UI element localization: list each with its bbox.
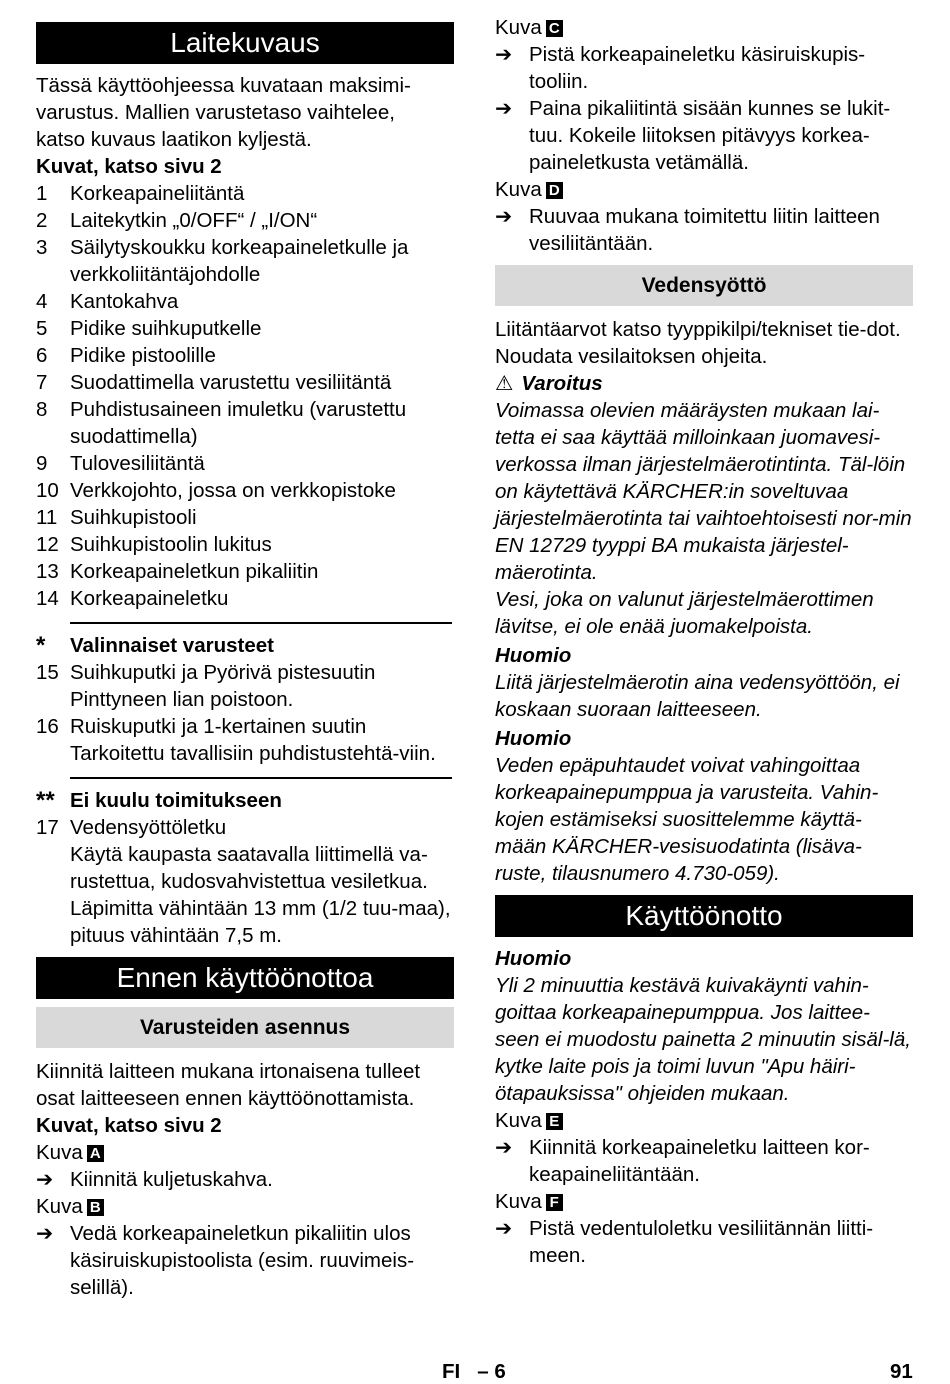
warning-triangle-icon: ⚠ bbox=[495, 372, 514, 395]
item-number: 17 bbox=[36, 816, 59, 839]
section-title-kayttoonotto: Käyttöönotto bbox=[495, 895, 913, 937]
list-item bbox=[36, 396, 454, 450]
list-item bbox=[36, 207, 454, 234]
item-text: Säilytyskoukku korkeapaineletkulle ja verkkoliitäntäjohdolle bbox=[70, 236, 409, 286]
item-description: Käytä kaupasta saatavalla liittimellä va-rustettua, kudosvahvistettua vesiletkua. Läpimitta vähintään 13 mm (1/2 tuu-maa), pituus vähintään 7,5 m. bbox=[70, 843, 451, 947]
warning-label: Varoitus bbox=[521, 372, 603, 395]
item-number: 13 bbox=[36, 560, 59, 583]
optional-accessories-label: Valinnaiset varusteet bbox=[70, 634, 274, 657]
right-column bbox=[495, 14, 913, 1269]
item-number: 7 bbox=[36, 371, 48, 394]
left-column bbox=[36, 14, 454, 1301]
item-number: 15 bbox=[36, 661, 59, 684]
item-title: Ruiskuputki ja 1-kertainen suutin bbox=[70, 715, 367, 738]
item-text: Kantokahva bbox=[70, 290, 179, 313]
intro-line-2: varustus. Mallien varustetaso vaihtelee, bbox=[36, 101, 395, 124]
not-included-heading bbox=[36, 787, 454, 814]
item-title: Vedensyöttöletku bbox=[70, 816, 227, 839]
item-text: Puhdistusaineen imuletku (varustettu suodattimella) bbox=[70, 398, 407, 448]
figure-label-f bbox=[495, 1188, 913, 1215]
footer-page-number: 91 bbox=[890, 1360, 913, 1383]
supply-text-2: Noudata vesilaitoksen ohjeita. bbox=[495, 345, 768, 368]
list-item bbox=[36, 558, 454, 585]
step-item bbox=[495, 41, 913, 95]
arrow-right-icon: ➔ bbox=[495, 1217, 513, 1240]
figure-letter-a: A bbox=[87, 1145, 104, 1162]
double-star-icon: ** bbox=[36, 787, 55, 814]
item-text: Suihkupistooli bbox=[70, 506, 197, 529]
arrow-right-icon: ➔ bbox=[495, 97, 513, 120]
figure-word: Kuva bbox=[495, 16, 542, 39]
warning-text: Voimassa olevien määräysten mukaan lai-tetta ei saa käyttää milloinkaan juomavesi-verkossa ilman järjestelmäerotintinta. Täl-löin on käytettävä KÄRCHER:in soveltuvaa järjestelmäerotinta tai vaihtoehtoisesti nor-min EN 12729 tyyppi BA mukaista järjestel-mäerotinta. bbox=[495, 399, 912, 584]
intro-line-3: katso kuvaus laatikon kyljestä. bbox=[36, 128, 312, 151]
list-item bbox=[36, 450, 454, 477]
optional-accessories-heading bbox=[36, 632, 454, 659]
item-text: Tulovesiliitäntä bbox=[70, 452, 205, 475]
not-included-label: Ei kuulu toimitukseen bbox=[70, 789, 282, 812]
list-item bbox=[36, 814, 454, 949]
item-text: Verkkojohto, jossa on verkkopistoke bbox=[70, 479, 396, 502]
item-number: 5 bbox=[36, 317, 48, 340]
arrow-right-icon: ➔ bbox=[36, 1168, 54, 1191]
step-text: Pistä vedentuloletku vesiliitännän liitti-meen. bbox=[529, 1217, 874, 1267]
item-text: Korkeapaineliitäntä bbox=[70, 182, 245, 205]
item-text: Korkeapaineletku bbox=[70, 587, 229, 610]
item-text: Pidike suihkuputkelle bbox=[70, 317, 262, 340]
note-text-1: Liitä järjestelmäerotin aina vedensyöttöön, ei koskaan suoraan laitteeseen. bbox=[495, 671, 900, 721]
step-text: Paina pikaliitintä sisään kunnes se lukit-tuu. Kokeile liitoksen pitävyys korkea-paineletkusta vetämällä. bbox=[529, 97, 891, 174]
figure-label-a bbox=[36, 1139, 454, 1166]
list-item bbox=[36, 659, 454, 713]
item-title: Suihkuputki ja Pyörivä pistesuutin bbox=[70, 661, 376, 684]
list-item bbox=[36, 713, 454, 767]
item-text: Suodattimella varustettu vesiliitäntä bbox=[70, 371, 392, 394]
list-item bbox=[36, 288, 454, 315]
step-item bbox=[495, 203, 913, 257]
pictures-reference-2: Kuvat, katso sivu 2 bbox=[36, 1114, 222, 1137]
item-number: 4 bbox=[36, 290, 48, 313]
section-title-laitekuvaus: Laitekuvaus bbox=[36, 22, 454, 64]
item-number: 12 bbox=[36, 533, 59, 556]
supply-text: Liitäntäarvot katso tyyppikilpi/tekniset tie-dot. bbox=[495, 318, 901, 341]
item-number: 1 bbox=[36, 182, 48, 205]
item-number: 9 bbox=[36, 452, 48, 475]
parts-list bbox=[36, 180, 454, 612]
figure-word: Kuva bbox=[36, 1195, 83, 1218]
figure-letter-e: E bbox=[546, 1113, 563, 1130]
note-heading-3: Huomio bbox=[495, 947, 572, 970]
list-item bbox=[36, 342, 454, 369]
section-title-ennen-kayttoonottoa: Ennen käyttöönottoa bbox=[36, 957, 454, 999]
step-item bbox=[495, 1215, 913, 1269]
divider bbox=[70, 767, 452, 779]
figure-word: Kuva bbox=[495, 1109, 542, 1132]
figure-word: Kuva bbox=[36, 1141, 83, 1164]
arrow-right-icon: ➔ bbox=[36, 1222, 54, 1245]
item-description: Pinttyneen lian poistoon. bbox=[70, 688, 294, 711]
note-text-2: Veden epäpuhtaudet voivat vahingoittaa korkeapainepumppua ja varusteita. Vahin-kojen estämiseksi suosittelemme käyttä-mään KÄRCHER-vesisuodatinta (lisäva-ruste, tilausnumero 4.730-059). bbox=[495, 754, 879, 885]
figure-word: Kuva bbox=[495, 178, 542, 201]
note-text-3: Yli 2 minuuttia kestävä kuivakäynti vahin-goittaa korkeapainepumppua. Jos laittee-seen ei muodostu painetta 2 minuutin sisäl-lä, kytke laite pois ja toimi luvun "Apu häiri-ötapauksissa" ohjeiden mukaan. bbox=[495, 974, 911, 1105]
item-text bbox=[70, 713, 454, 767]
list-item bbox=[36, 477, 454, 504]
list-item bbox=[36, 315, 454, 342]
figure-label-e bbox=[495, 1107, 913, 1134]
item-number: 10 bbox=[36, 479, 59, 502]
list-item bbox=[36, 180, 454, 207]
item-number: 2 bbox=[36, 209, 48, 232]
arrow-right-icon: ➔ bbox=[495, 43, 513, 66]
item-number: 3 bbox=[36, 236, 48, 259]
step-text: Vedä korkeapaineletkun pikaliitin ulos käsiruiskupistoolista (esim. ruuvimeis-selillä). bbox=[70, 1222, 415, 1299]
pictures-reference: Kuvat, katso sivu 2 bbox=[36, 155, 222, 178]
figure-label-d bbox=[495, 176, 913, 203]
step-item bbox=[36, 1220, 454, 1301]
step-text: Kiinnitä kuljetuskahva. bbox=[70, 1168, 273, 1191]
note-heading-2: Huomio bbox=[495, 727, 572, 750]
list-item bbox=[36, 504, 454, 531]
item-description: Tarkoitettu tavallisiin puhdistustehtä-viin. bbox=[70, 742, 436, 765]
figure-letter-b: B bbox=[87, 1199, 104, 1216]
item-number: 14 bbox=[36, 587, 59, 610]
list-item bbox=[36, 531, 454, 558]
figure-label-c bbox=[495, 14, 913, 41]
warning-heading bbox=[495, 370, 913, 397]
note-heading-1: Huomio bbox=[495, 644, 572, 667]
item-number: 6 bbox=[36, 344, 48, 367]
step-text: Ruuvaa mukana toimitettu liitin laitteen vesiliitäntään. bbox=[529, 205, 880, 255]
divider bbox=[70, 612, 452, 624]
figure-word: Kuva bbox=[495, 1190, 542, 1213]
item-text: Korkeapaineletkun pikaliitin bbox=[70, 560, 319, 583]
step-item bbox=[495, 1134, 913, 1188]
step-text: Pistä korkeapaineletku käsiruiskupis-tooliin. bbox=[529, 43, 866, 93]
list-item bbox=[36, 369, 454, 396]
item-number: 8 bbox=[36, 398, 48, 421]
subsection-title-varusteiden-asennus: Varusteiden asennus bbox=[36, 1007, 454, 1048]
figure-label-b bbox=[36, 1193, 454, 1220]
item-text bbox=[70, 659, 454, 713]
list-item bbox=[36, 585, 454, 612]
item-text: Suihkupistoolin lukitus bbox=[70, 533, 272, 556]
figure-letter-f: F bbox=[546, 1194, 563, 1211]
step-item bbox=[36, 1166, 454, 1193]
step-text: Kiinnitä korkeapaineletku laitteen kor-keapaineliitäntään. bbox=[529, 1136, 870, 1186]
arrow-right-icon: ➔ bbox=[495, 1136, 513, 1159]
install-text: Kiinnitä laitteen mukana irtonaisena tulleet osat laitteeseen ennen käyttöönottamista. bbox=[36, 1060, 421, 1110]
figure-letter-d: D bbox=[546, 182, 563, 199]
figure-letter-c: C bbox=[546, 20, 563, 37]
item-text: Laitekytkin „0/OFF“ / „I/ON“ bbox=[70, 209, 318, 232]
footer-language-page: FI – 6 bbox=[442, 1360, 506, 1383]
star-icon: * bbox=[36, 632, 46, 659]
arrow-right-icon: ➔ bbox=[495, 205, 513, 228]
item-text: Pidike pistoolille bbox=[70, 344, 216, 367]
item-number: 11 bbox=[36, 506, 58, 529]
step-item bbox=[495, 95, 913, 176]
subsection-title-vedensyotto: Vedensyöttö bbox=[495, 265, 913, 306]
item-text bbox=[70, 814, 454, 949]
warning-text-2: Vesi, joka on valunut järjestelmäerottimen lävitse, ei ole enää juomakelpoista. bbox=[495, 588, 874, 638]
intro-line-1: Tässä käyttöohjeessa kuvataan maksimi- bbox=[36, 74, 411, 97]
list-item bbox=[36, 234, 454, 288]
item-number: 16 bbox=[36, 715, 59, 738]
